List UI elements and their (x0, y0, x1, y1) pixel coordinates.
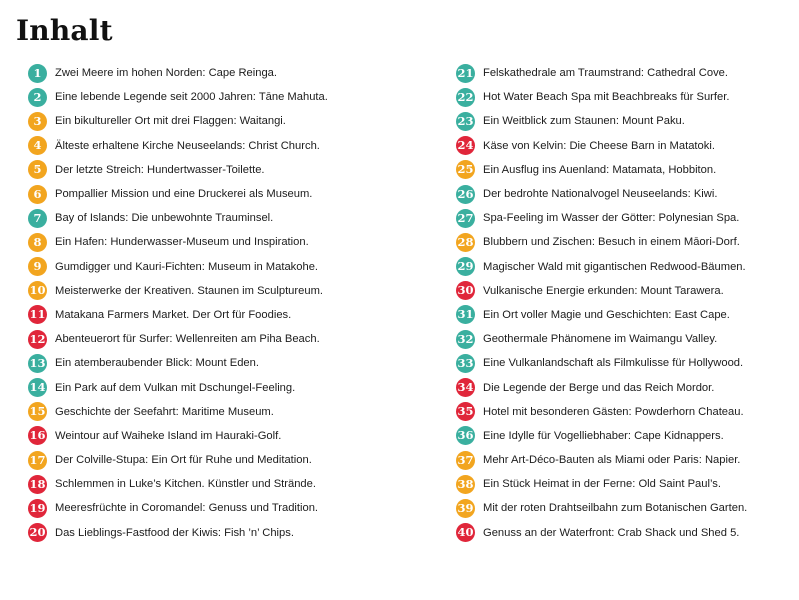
toc-entry[interactable] (456, 351, 796, 375)
toc-entry[interactable] (456, 448, 796, 472)
toc-entry[interactable] (28, 448, 428, 472)
entry-title: Der Colville-Stupa: Ein Ort für Ruhe und Meditation. (55, 454, 312, 467)
entry-number-badge: 7 (28, 209, 47, 228)
entry-title: Hotel mit besonderen Gästen: Powderhorn Chateau. (483, 405, 744, 418)
toc-entry[interactable] (456, 375, 796, 399)
entry-number-badge: 13 (28, 354, 47, 373)
entry-number-badge: 34 (456, 378, 475, 397)
toc-entry[interactable] (456, 230, 796, 254)
toc-entry[interactable] (456, 303, 796, 327)
toc-entry[interactable] (456, 158, 796, 182)
entry-number-badge: 18 (28, 475, 47, 494)
toc-entry[interactable] (28, 109, 428, 133)
entry-number-badge: 2 (28, 88, 47, 107)
toc-entry[interactable] (28, 496, 428, 520)
toc-entry[interactable] (456, 279, 796, 303)
entry-title: Meisterwerke der Kreativen. Staunen im Sculptureum. (55, 284, 323, 297)
entry-number-badge: 24 (456, 136, 475, 155)
entry-number-badge: 5 (28, 160, 47, 179)
entry-title: Ein Ort voller Magie und Geschichten: East Cape. (483, 308, 730, 321)
toc-entry[interactable] (28, 521, 428, 545)
entry-title: Ein Hafen: Hunderwasser-Museum und Inspiration. (55, 236, 309, 249)
entry-number-badge: 6 (28, 185, 47, 204)
toc-entry[interactable] (456, 496, 796, 520)
entry-number-badge: 4 (28, 136, 47, 155)
toc-entry[interactable] (28, 303, 428, 327)
toc-entry[interactable] (456, 206, 796, 230)
entry-title: Älteste erhaltene Kirche Neuseelands: Christ Church. (55, 139, 320, 152)
entry-number-badge: 20 (28, 523, 47, 542)
entry-number-badge: 29 (456, 257, 475, 276)
toc-entry[interactable] (28, 182, 428, 206)
entry-number-badge: 38 (456, 475, 475, 494)
entry-title: Magischer Wald mit gigantischen Redwood-Bäumen. (483, 260, 746, 273)
entry-number-badge: 30 (456, 281, 475, 300)
toc-column-right (456, 61, 796, 545)
toc-entry[interactable] (28, 327, 428, 351)
entry-number-badge: 31 (456, 305, 475, 324)
entry-title: Mehr Art-Déco-Bauten als Miami oder Paris: Napier. (483, 454, 741, 467)
entry-title: Blubbern und Zischen: Besuch in einem Māori-Dorf. (483, 236, 740, 249)
toc-entry[interactable] (456, 424, 796, 448)
entry-number-badge: 33 (456, 354, 475, 373)
toc-column-left (28, 61, 428, 545)
entry-title: Ein Ausflug ins Auenland: Matamata, Hobbiton. (483, 163, 717, 176)
entry-title: Hot Water Beach Spa mit Beachbreaks für Surfer. (483, 91, 730, 104)
page-title: Inhalt (16, 14, 113, 47)
entry-title: Vulkanische Energie erkunden: Mount Tarawera. (483, 284, 724, 297)
toc-entry[interactable] (456, 134, 796, 158)
entry-number-badge: 8 (28, 233, 47, 252)
entry-number-badge: 14 (28, 378, 47, 397)
toc-entry[interactable] (28, 400, 428, 424)
entry-number-badge: 32 (456, 330, 475, 349)
toc-entry[interactable] (28, 279, 428, 303)
entry-title: Zwei Meere im hohen Norden: Cape Reinga. (55, 67, 278, 80)
entry-number-badge: 28 (456, 233, 475, 252)
entry-number-badge: 21 (456, 64, 475, 83)
entry-number-badge: 36 (456, 426, 475, 445)
toc-entry[interactable] (28, 134, 428, 158)
entry-number-badge: 22 (456, 88, 475, 107)
entry-number-badge: 15 (28, 402, 47, 421)
entry-number-badge: 23 (456, 112, 475, 131)
toc-entry[interactable] (456, 85, 796, 109)
entry-title: Abenteuerort für Surfer: Wellenreiten am Piha Beach. (55, 333, 320, 346)
toc-entry[interactable] (28, 158, 428, 182)
entry-title: Meeresfrüchte in Coromandel: Genuss und Tradition. (55, 502, 319, 515)
entry-number-badge: 1 (28, 64, 47, 83)
toc-entry[interactable] (456, 521, 796, 545)
toc-entry[interactable] (456, 400, 796, 424)
entry-number-badge: 11 (28, 305, 47, 324)
toc-entry[interactable] (456, 327, 796, 351)
entry-title: Ein bikultureller Ort mit drei Flaggen: Waitangi. (55, 115, 286, 128)
toc-entry[interactable] (28, 472, 428, 496)
toc-entry[interactable] (28, 61, 428, 85)
toc-entry[interactable] (28, 424, 428, 448)
entry-number-badge: 37 (456, 451, 475, 470)
entry-title: Eine Idylle für Vogelliebhaber: Cape Kidnappers. (483, 429, 724, 442)
toc-entry[interactable] (456, 472, 796, 496)
entry-title: Spa-Feeling im Wasser der Götter: Polynesian Spa. (483, 212, 740, 225)
entry-number-badge: 12 (28, 330, 47, 349)
toc-entry[interactable] (28, 255, 428, 279)
entry-title: Eine Vulkanlandschaft als Filmkulisse für Hollywood. (483, 357, 744, 370)
toc-entry[interactable] (28, 85, 428, 109)
entry-number-badge: 9 (28, 257, 47, 276)
toc-entry[interactable] (456, 182, 796, 206)
entry-number-badge: 40 (456, 523, 475, 542)
entry-title: Ein atemberaubender Blick: Mount Eden. (55, 357, 259, 370)
entry-title: Felskathedrale am Traumstrand: Cathedral Cove. (483, 67, 728, 80)
entry-title: Die Legende der Berge und das Reich Mordor. (483, 381, 715, 394)
entry-title: Eine lebende Legende seit 2000 Jahren: Tāne Mahuta. (55, 91, 328, 104)
toc-entry[interactable] (28, 206, 428, 230)
entry-number-badge: 27 (456, 209, 475, 228)
entry-title: Weintour auf Waiheke Island im Hauraki-Golf. (55, 429, 282, 442)
entry-title: Schlemmen in Luke’s Kitchen. Künstler und Strände. (55, 478, 316, 491)
entry-number-badge: 35 (456, 402, 475, 421)
entry-number-badge: 26 (456, 185, 475, 204)
entry-title: Ein Stück Heimat in der Ferne: Old Saint Paul’s. (483, 478, 721, 491)
entry-number-badge: 19 (28, 499, 47, 518)
entry-title: Käse von Kelvin: Die Cheese Barn in Matatoki. (483, 139, 715, 152)
entry-title: Ein Park auf dem Vulkan mit Dschungel-Feeling. (55, 381, 296, 394)
entry-number-badge: 10 (28, 281, 47, 300)
toc-entry[interactable] (456, 109, 796, 133)
toc-entry[interactable] (28, 375, 428, 399)
entry-title: Mit der roten Drahtseilbahn zum Botanischen Garten. (483, 502, 748, 515)
entry-title: Genuss an der Waterfront: Crab Shack und Shed 5. (483, 526, 740, 539)
entry-number-badge: 16 (28, 426, 47, 445)
entry-title: Pompallier Mission und eine Druckerei als Museum. (55, 188, 313, 201)
toc-entry[interactable] (28, 230, 428, 254)
entry-title: Geschichte der Seefahrt: Maritime Museum. (55, 405, 274, 418)
entry-title: Bay of Islands: Die unbewohnte Trauminsel. (55, 212, 274, 225)
entry-number-badge: 3 (28, 112, 47, 131)
toc-entry[interactable] (456, 255, 796, 279)
entry-title: Der letzte Streich: Hundertwasser-Toilette. (55, 163, 265, 176)
entry-title: Das Lieblings-Fastfood der Kiwis: Fish ’n’ Chips. (55, 526, 294, 539)
entry-number-badge: 39 (456, 499, 475, 518)
entry-title: Der bedrohte Nationalvogel Neuseelands: Kiwi. (483, 188, 718, 201)
entry-title: Gumdigger und Kauri-Fichten: Museum in Matakohe. (55, 260, 319, 273)
entry-title: Matakana Farmers Market. Der Ort für Foodies. (55, 308, 292, 321)
entry-title: Geothermale Phänomene im Waimangu Valley. (483, 333, 718, 346)
entry-number-badge: 17 (28, 451, 47, 470)
entry-title: Ein Weitblick zum Staunen: Mount Paku. (483, 115, 685, 128)
toc-entry[interactable] (28, 351, 428, 375)
entry-number-badge: 25 (456, 160, 475, 179)
toc-entry[interactable] (456, 61, 796, 85)
